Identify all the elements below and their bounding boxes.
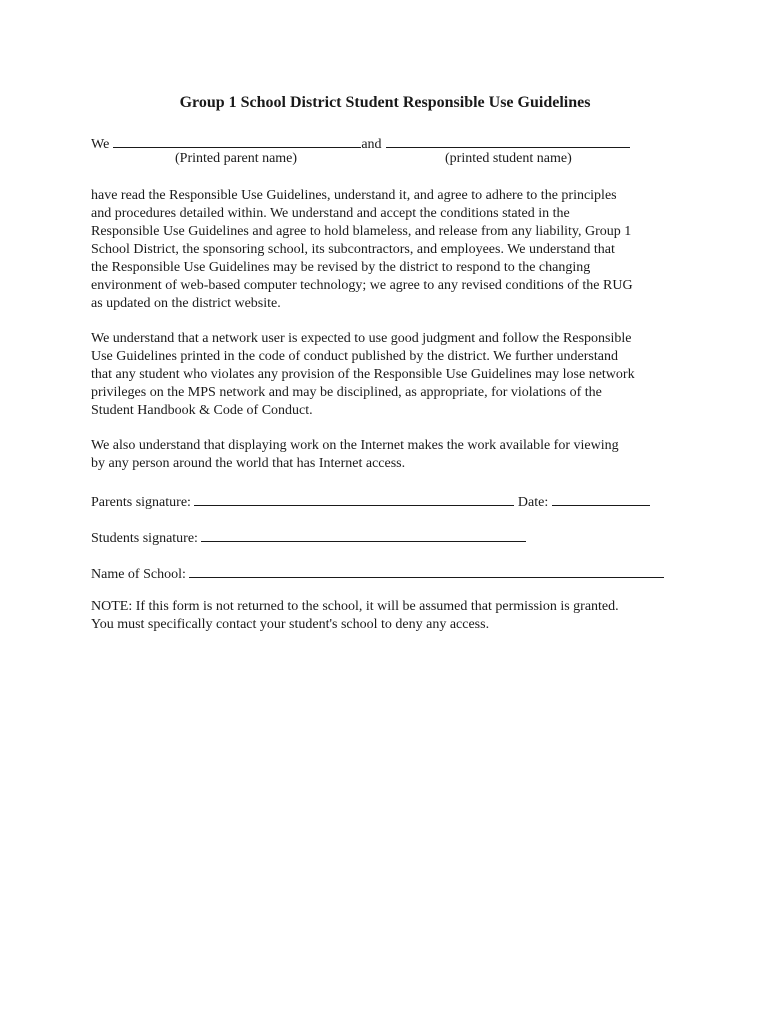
paragraph-network-use: [91, 330, 691, 420]
school-name-row: [91, 563, 664, 583]
and-label: and: [361, 137, 382, 152]
text-line: We also understand that displaying work on the Internet makes the work available for viewing: [91, 438, 619, 453]
names-row: [91, 133, 630, 153]
student-name-line[interactable]: [386, 133, 630, 148]
school-name-line[interactable]: [189, 563, 664, 578]
student-signature-label: Students signature:: [91, 531, 198, 546]
text-line: Student Handbook & Code of Conduct.: [91, 403, 313, 418]
text-line: School District, the sponsoring school, its subcontractors, and employees. We understand that: [91, 242, 615, 257]
parent-signature-line[interactable]: [194, 491, 514, 506]
school-name-label: Name of School:: [91, 567, 186, 582]
text-line: privileges on the MPS network and may be disciplined, as appropriate, for violations of the: [91, 385, 602, 400]
text-line: by any person around the world that has Internet access.: [91, 456, 406, 471]
text-line: We understand that a network user is expected to use good judgment and follow the Responsible: [91, 331, 632, 346]
date-line[interactable]: [552, 491, 650, 506]
text-line: have read the Responsible Use Guidelines, understand it, and agree to adhere to the principles: [91, 188, 617, 203]
paragraph-internet-display: [91, 437, 691, 473]
document-title: Group 1 School District Student Responsible Use Guidelines: [179, 94, 591, 111]
note-paragraph: [91, 598, 691, 634]
text-line: Use Guidelines printed in the code of conduct published by the district. We further understand: [91, 349, 618, 364]
we-label: We: [91, 137, 110, 152]
text-line: Responsible Use Guidelines and agree to hold blameless, and release from any liability, Group 1: [91, 224, 632, 239]
text-line: the Responsible Use Guidelines may be revised by the district to respond to the changing: [91, 260, 591, 275]
student-name-caption: (printed student name): [445, 151, 572, 166]
student-signature-line[interactable]: [201, 527, 526, 542]
text-line: NOTE: If this form is not returned to the school, it will be assumed that permission is granted.: [91, 599, 619, 614]
parent-signature-label: Parents signature:: [91, 495, 191, 510]
parent-name-line[interactable]: [113, 133, 361, 148]
student-signature-row: [91, 527, 526, 547]
date-label: Date:: [517, 495, 549, 510]
text-line: that any student who violates any provision of the Responsible Use Guidelines may lose network: [91, 367, 635, 382]
text-line: You must specifically contact your student's school to deny any access.: [91, 617, 490, 632]
paragraph-agreement: [91, 187, 691, 313]
text-line: as updated on the district website.: [91, 296, 281, 311]
parent-signature-row: [91, 491, 650, 511]
text-line: and procedures detailed within. We understand and accept the conditions stated in the: [91, 206, 570, 221]
text-line: environment of web-based computer technology; we agree to any revised conditions of the RUG: [91, 278, 633, 293]
parent-name-caption: (Printed parent name): [175, 151, 298, 166]
